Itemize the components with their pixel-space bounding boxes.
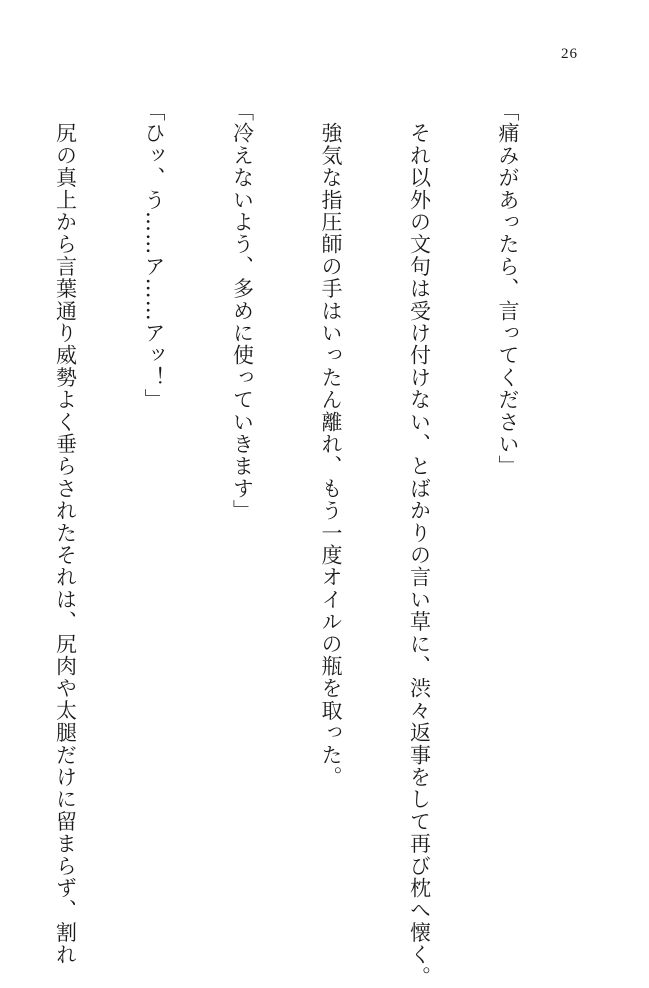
- text-line: 「ひッ、う……ア……アッ！」: [142, 100, 166, 411]
- page-number: 26: [561, 46, 578, 62]
- text-line: それ以外の文句は受け付けない、とばかりの言い草に、渋々返事をして再び枕へ懐く。: [407, 100, 432, 988]
- text-line: 「冷えないよう、多めに使っていきます」: [230, 100, 255, 522]
- text-line: 強気な指圧師の手はいったん離れ、もう一度オイルの瓶を取った。: [319, 100, 343, 789]
- body-text: [53, 100, 581, 988]
- text-line: 尻の真上から言葉通り威勢よく垂らされたそれは、尻肉や太腿だけに留まらず、割れ: [53, 100, 78, 966]
- text-line: 「痛みがあったら、言ってください」: [496, 100, 520, 478]
